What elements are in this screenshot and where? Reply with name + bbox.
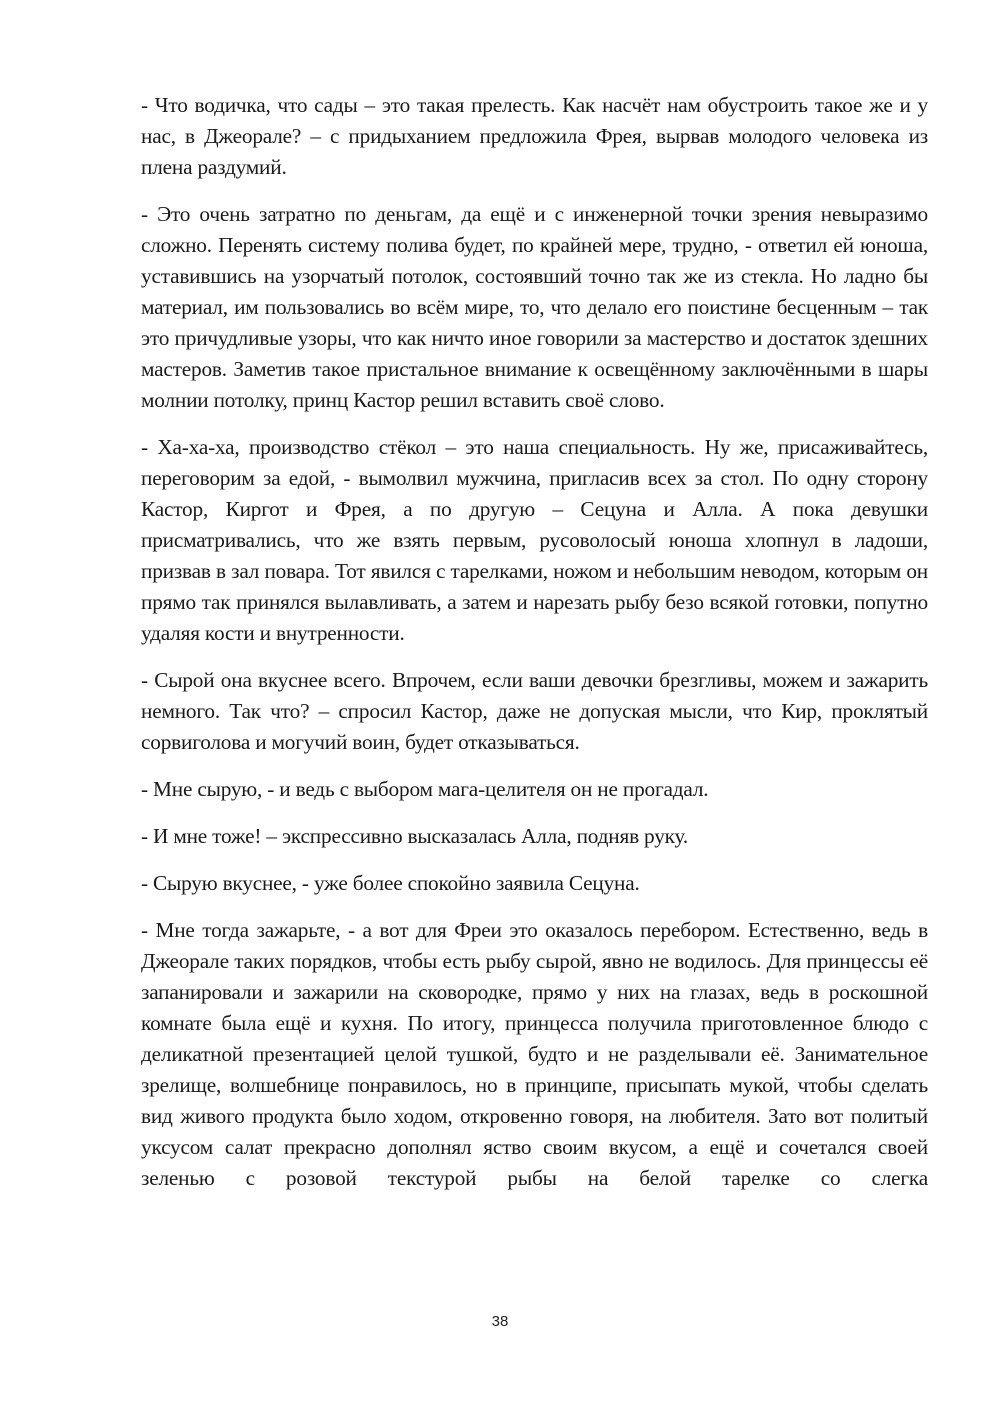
paragraph-2: - Это очень затратно по деньгам, да ещё и с инженерной точки зрения невыразимо сложно. Перенять систему полива будет, по крайней мере, трудно, - ответил ей юноша, уставившись на узорчатый потолок, состоявший точно так же из стекла. Но ладно бы материал, им пользовались во всём мире, то, что делало его поистине бесценным – так это причудливые узоры, что как ничто иное говорили за мастерство и достаток здешних мастеров. Заметив такое пристальное внимание к освещённому заключёнными в шары молнии потолку, принц Кастор решил вставить своё слово. (141, 202, 928, 412)
paragraph-7: - Сырую вкуснее, - уже более спокойно заявила Сецуна. (141, 871, 640, 895)
paragraph-4: - Сырой она вкуснее всего. Впрочем, если ваши девочки брезгливы, можем и зажарить немного. Так что? – спросил Кастор, даже не допуская мысли, что Кир, проклятый сорвиголова и могучий воин, будет отказываться. (141, 668, 928, 754)
paragraph-1: - Что водичка, что сады – это такая прелесть. Как насчёт нам обустроить такое же и у нас, в Джеорале? – с придыханием предложила Фрея, вырвав молодого человека из плена раздумий. (141, 93, 928, 179)
paragraph-3: - Ха-ха-ха, производство стёкол – это наша специальность. Ну же, присаживайтесь, переговорим за едой, - вымолвил мужчина, пригласив всех за стол. По одну сторону Кастор, Киргот и Фрея, а по другую – Сецуна и Алла. А пока девушки присматривались, что же взять первым, русоволосый юноша хлопнул в ладоши, призвав в зал повара. Тот явился с тарелками, ножом и небольшим неводом, которым он прямо так принялся вылавливать, а затем и нарезать рыбу безо всякой готовки, попутно удаляя кости и внутренности. (141, 435, 928, 645)
paragraph-8: - Мне тогда зажарьте, - а вот для Фреи это оказалось перебором. Естественно, ведь в Джеорале таких порядков, чтобы есть рыбу сырой, явно не водилось. Для принцессы её запанировали и зажарили на сковородке, прямо у них на глазах, ведь в роскошной комнате была ещё и кухня. По итогу, принцесса получила приготовленное блюдо с деликатной презентацией целой тушкой, будто и не разделывали её. Занимательное зрелище, волшебнице понравилось, но в принципе, присыпать мукой, чтобы сделать вид живого продукта было ходом, откровенно говоря, на любителя. Зато вот политый уксусом салат прекрасно дополнял яство своим вкусом, а ещё и сочетался своей зеленью с розовой текстурой рыбы на белой тарелке со слегка (141, 918, 928, 1190)
page-number: 38 (491, 1313, 509, 1330)
paragraph-6: - И мне тоже! – экспрессивно высказалась Алла, подняв руку. (141, 824, 688, 848)
page-body (141, 90, 928, 1210)
paragraph-5: - Мне сырую, - и ведь с выбором мага-целителя он не прогадал. (141, 777, 709, 801)
